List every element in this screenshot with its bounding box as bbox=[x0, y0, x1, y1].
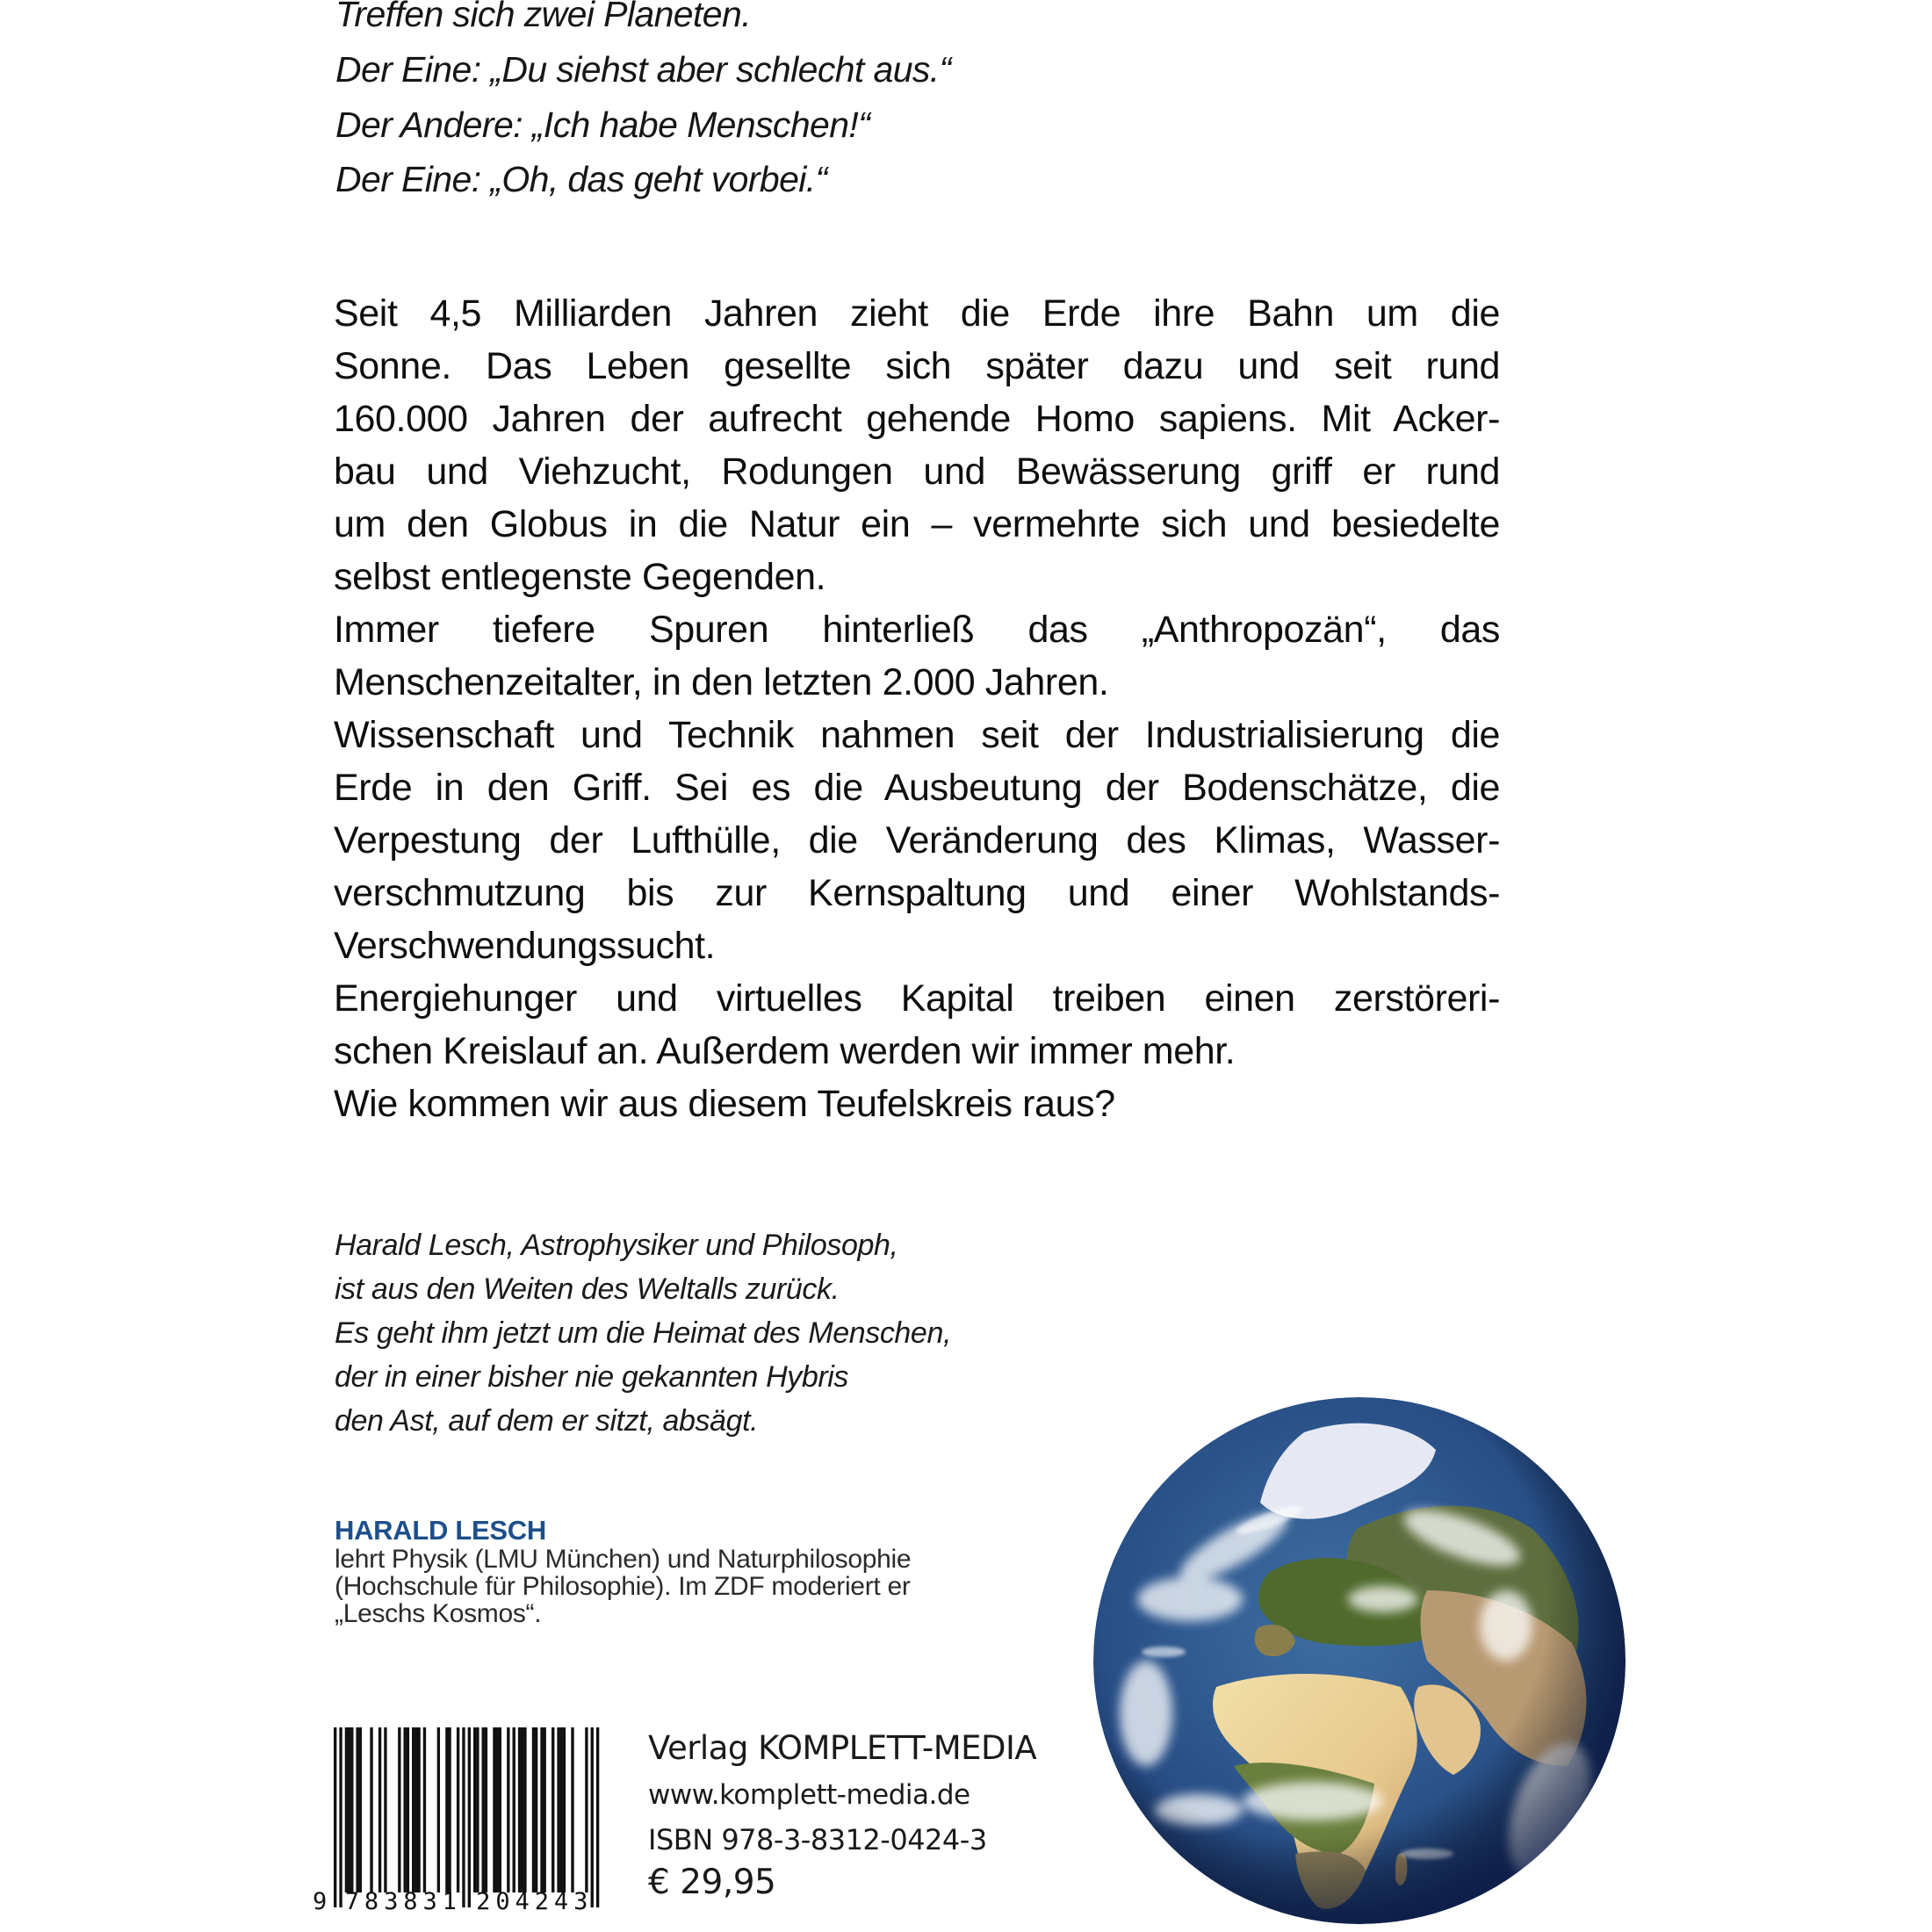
earth-globe-image bbox=[1093, 1397, 1626, 1924]
publisher-name: Verlag KOMPLETT-MEDIA bbox=[648, 1729, 1037, 1767]
joke-line: Der Eine: „Oh, das geht vorbei.“ bbox=[335, 159, 827, 199]
body-line: Sonne. Das Leben gesellte sich später dazu und seit rund bbox=[334, 345, 1500, 387]
publisher-url: www.komplett-media.de bbox=[648, 1779, 970, 1811]
teaser-line: Harald Lesch, Astrophysiker und Philosoph, bbox=[335, 1229, 898, 1262]
isbn-number: ISBN 978-3-8312-0424-3 bbox=[648, 1823, 987, 1856]
teaser-line: Es geht ihm jetzt um die Heimat des Menschen, bbox=[335, 1316, 951, 1350]
body-line: Immer tiefere Spuren hinterließ das „Anthropozän“, das bbox=[334, 609, 1500, 651]
blurb-body bbox=[334, 0, 1500, 1142]
joke-line: Der Eine: „Du siehst aber schlecht aus.“ bbox=[335, 49, 951, 90]
teaser-line: den Ast, auf dem er sitzt, absägt. bbox=[335, 1404, 759, 1438]
body-line: Verschwendungssucht. bbox=[334, 925, 716, 967]
body-line: 160.000 Jahren der aufrecht gehende Homo sapiens. Mit Acker- bbox=[334, 398, 1500, 440]
body-line: bau und Viehzucht, Rodungen und Bewässerung griff er rund bbox=[334, 451, 1500, 493]
body-line: Seit 4,5 Milliarden Jahren zieht die Erde ihre Bahn um die bbox=[334, 292, 1500, 335]
teaser-line: der in einer bisher nie gekannten Hybris bbox=[335, 1360, 849, 1394]
body-line: verschmutzung bis zur Kernspaltung und einer Wohlstands- bbox=[334, 872, 1500, 914]
teaser-line: ist aus den Weiten des Weltalls zurück. bbox=[335, 1272, 840, 1306]
price: € 29,95 bbox=[648, 1863, 776, 1902]
joke-line: Treffen sich zwei Planeten. bbox=[335, 0, 751, 34]
barcode-left-digits: 783831 bbox=[344, 1888, 457, 1915]
barcode-right-digits: 204243 bbox=[476, 1888, 588, 1915]
body-line: schen Kreislauf an. Außerdem werden wir immer mehr. bbox=[334, 1030, 1236, 1072]
isbn-barcode bbox=[309, 1721, 608, 1923]
body-line: Menschenzeitalter, in den letzten 2.000 Jahren. bbox=[334, 661, 1109, 703]
body-line: Wissenschaft und Technik nahmen seit der Industrialisierung die bbox=[334, 714, 1500, 756]
earth-globe-icon bbox=[1093, 1397, 1626, 1924]
author-name: HARALD LESCH bbox=[335, 1515, 546, 1546]
body-line: Wie kommen wir aus diesem Teufelskreis raus? bbox=[334, 1083, 1115, 1125]
body-line: Energiehunger und virtuelles Kapital treiben einen zerstöreri- bbox=[334, 977, 1500, 1020]
author-bio-line: lehrt Physik (LMU München) und Naturphilosophie bbox=[335, 1545, 912, 1574]
body-line: Erde in den Griff. Sei es die Ausbeutung der Bodenschätze, die bbox=[334, 767, 1500, 809]
author-bio-line: (Hochschule für Philosophie). Im ZDF moderiert er bbox=[335, 1572, 911, 1601]
barcode-first-digit: 9 bbox=[313, 1888, 328, 1915]
body-line: um den Globus in die Natur ein – vermehrte sich und besiedelte bbox=[334, 503, 1500, 545]
body-line: selbst entlegenste Gegenden. bbox=[334, 556, 826, 598]
author-bio-line: „Leschs Kosmos“. bbox=[335, 1599, 542, 1628]
body-line: Verpestung der Lufthülle, die Veränderung des Klimas, Wasser- bbox=[334, 819, 1500, 861]
joke-line: Der Andere: „Ich habe Menschen!“ bbox=[335, 105, 870, 145]
